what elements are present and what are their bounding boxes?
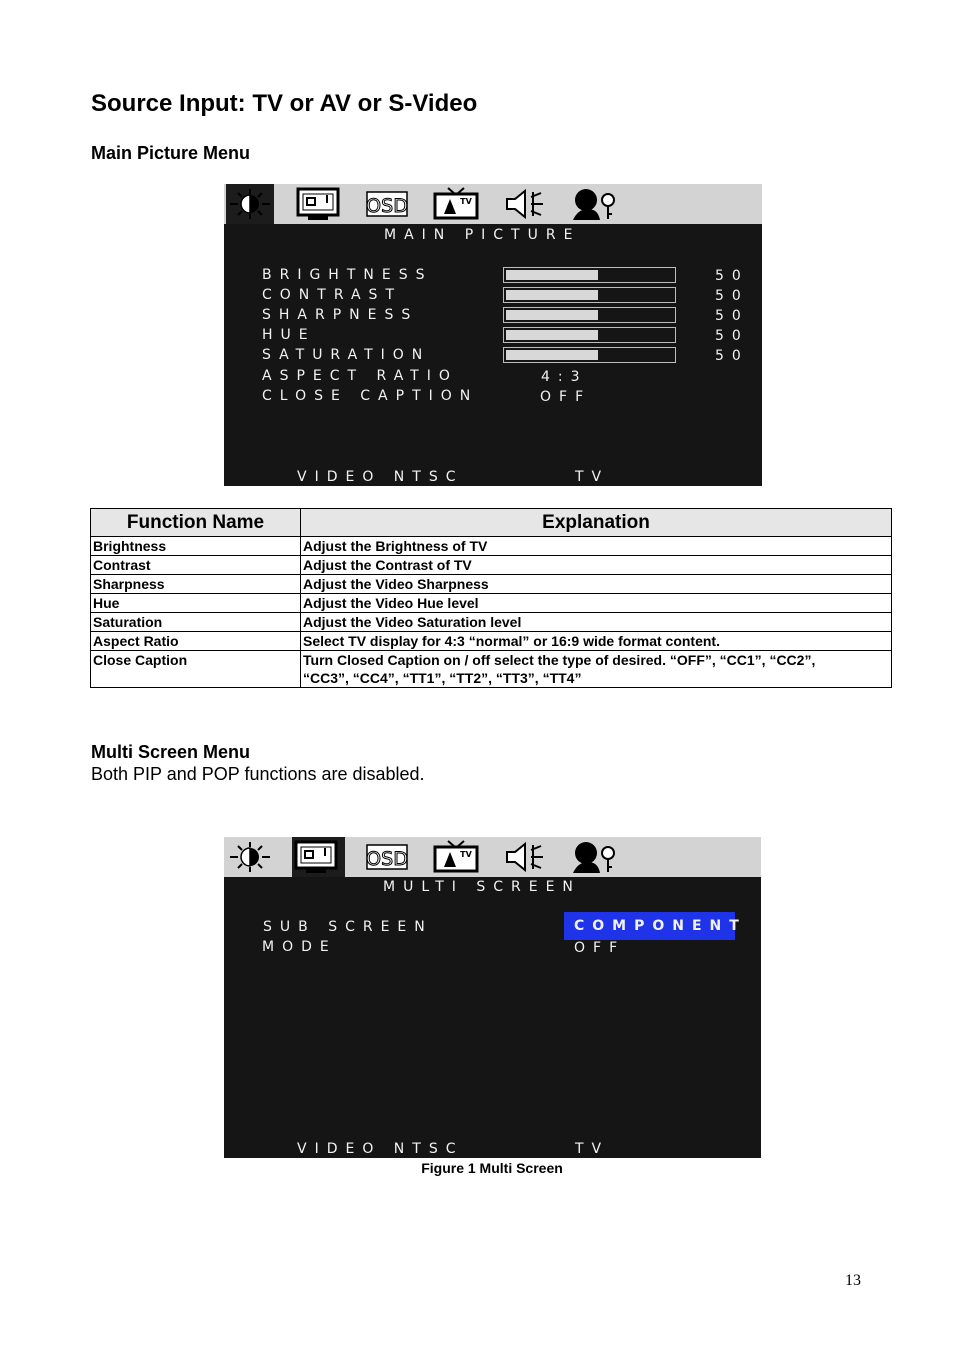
function-table bbox=[90, 508, 892, 688]
osd-icon-bar bbox=[224, 184, 762, 224]
osd-item-label: CLOSE CAPTION bbox=[262, 388, 479, 404]
tv-icon[interactable] bbox=[432, 840, 480, 874]
page-title: Source Input: TV or AV or S-Video bbox=[91, 90, 478, 117]
table-header: Function Name bbox=[91, 509, 301, 537]
table-cell: Brightness bbox=[91, 537, 301, 556]
brightness-icon[interactable] bbox=[226, 184, 274, 224]
osd-item-label: MODE bbox=[262, 939, 337, 955]
pip-screen-icon[interactable] bbox=[294, 187, 342, 221]
table-cell: Adjust the Brightness of TV bbox=[301, 537, 892, 556]
osd-menu-title: MULTI SCREEN bbox=[383, 879, 581, 895]
osd-item-label: ASPECT RATIO bbox=[262, 368, 458, 384]
table-row bbox=[91, 556, 892, 575]
osd-icon-bar bbox=[224, 837, 761, 877]
main-picture-osd bbox=[224, 184, 762, 486]
osd-item-label: HUE bbox=[262, 327, 316, 343]
osd-item-value: 50 bbox=[715, 328, 749, 344]
brightness-icon[interactable] bbox=[226, 840, 274, 874]
saturation-slider[interactable] bbox=[503, 347, 676, 363]
speaker-icon[interactable] bbox=[501, 840, 549, 874]
osd-item-label: SHARPNESS bbox=[262, 307, 419, 323]
osd-item-value: 50 bbox=[715, 268, 749, 284]
pip-screen-icon[interactable] bbox=[292, 837, 345, 877]
osd-menu-title: MAIN PICTURE bbox=[384, 227, 581, 243]
table-header: Explanation bbox=[301, 509, 892, 537]
table-cell: Sharpness bbox=[91, 575, 301, 594]
tv-icon[interactable] bbox=[432, 187, 480, 221]
person-key-icon[interactable] bbox=[570, 187, 618, 221]
svg-text:TV: TV bbox=[460, 197, 472, 206]
table-cell: Turn Closed Caption on / off select the type of desired. “OFF”, “CC1”, “CC2”, “CC3”, “CC4”, “TT1”, “TT2”, “TT3”, “TT4” bbox=[301, 651, 892, 688]
osd-item-value: COMPONENT bbox=[574, 918, 747, 934]
table-header-row bbox=[91, 509, 892, 537]
multi-screen-description: Both PIP and POP functions are disabled. bbox=[91, 764, 425, 784]
table-row bbox=[91, 537, 892, 556]
brightness-slider[interactable] bbox=[503, 267, 676, 283]
osd-footer-source: VIDEO NTSC bbox=[297, 469, 464, 485]
table-row bbox=[91, 632, 892, 651]
multi-screen-heading: Multi Screen Menu bbox=[91, 742, 251, 762]
table-cell: Adjust the Contrast of TV bbox=[301, 556, 892, 575]
osd-item-value: 4:3 bbox=[541, 369, 588, 385]
table-cell: Close Caption bbox=[91, 651, 301, 688]
table-cell: Adjust the Video Saturation level bbox=[301, 613, 892, 632]
osd-item-value: 50 bbox=[715, 288, 749, 304]
person-key-icon[interactable] bbox=[570, 840, 618, 874]
table-row bbox=[91, 651, 892, 688]
osd-item-value: OFF bbox=[540, 389, 592, 405]
svg-text:TV: TV bbox=[460, 850, 472, 859]
contrast-slider[interactable] bbox=[503, 287, 676, 303]
osd-footer-input: TV bbox=[575, 1141, 610, 1157]
main-picture-heading: Main Picture Menu bbox=[91, 143, 251, 163]
table-row bbox=[91, 594, 892, 613]
table-cell: Select TV display for 4:3 “normal” or 16:9 wide format content. bbox=[301, 632, 892, 651]
osd-item-value: OFF bbox=[574, 940, 626, 956]
table-cell: Adjust the Video Sharpness bbox=[301, 575, 892, 594]
multi-screen-osd bbox=[224, 837, 761, 1158]
osd-item-label: CONTRAST bbox=[262, 287, 402, 303]
osd-item-label: SUB SCREEN bbox=[263, 919, 433, 935]
table-cell: Aspect Ratio bbox=[91, 632, 301, 651]
table-cell: Contrast bbox=[91, 556, 301, 575]
osd-footer-input: TV bbox=[575, 469, 610, 485]
page-number: 13 bbox=[845, 1272, 861, 1289]
svg-text:OSD: OSD bbox=[366, 195, 408, 217]
osd-footer-source: VIDEO NTSC bbox=[297, 1141, 464, 1157]
osd-item-value: 50 bbox=[715, 308, 749, 324]
table-cell: Saturation bbox=[91, 613, 301, 632]
sharpness-slider[interactable] bbox=[503, 307, 676, 323]
figure-caption: Figure 1 Multi Screen bbox=[421, 1160, 563, 1176]
osd-item-label: BRIGHTNESS bbox=[262, 267, 433, 283]
osd-icon[interactable] bbox=[363, 840, 411, 874]
speaker-icon[interactable] bbox=[501, 187, 549, 221]
hue-slider[interactable] bbox=[503, 327, 676, 343]
osd-item-value: 50 bbox=[715, 348, 749, 364]
table-cell: Hue bbox=[91, 594, 301, 613]
table-cell: Adjust the Video Hue level bbox=[301, 594, 892, 613]
table-row bbox=[91, 575, 892, 594]
osd-icon[interactable] bbox=[363, 187, 411, 221]
table-row bbox=[91, 613, 892, 632]
svg-text:OSD: OSD bbox=[366, 848, 408, 870]
osd-item-label: SATURATION bbox=[262, 347, 431, 363]
